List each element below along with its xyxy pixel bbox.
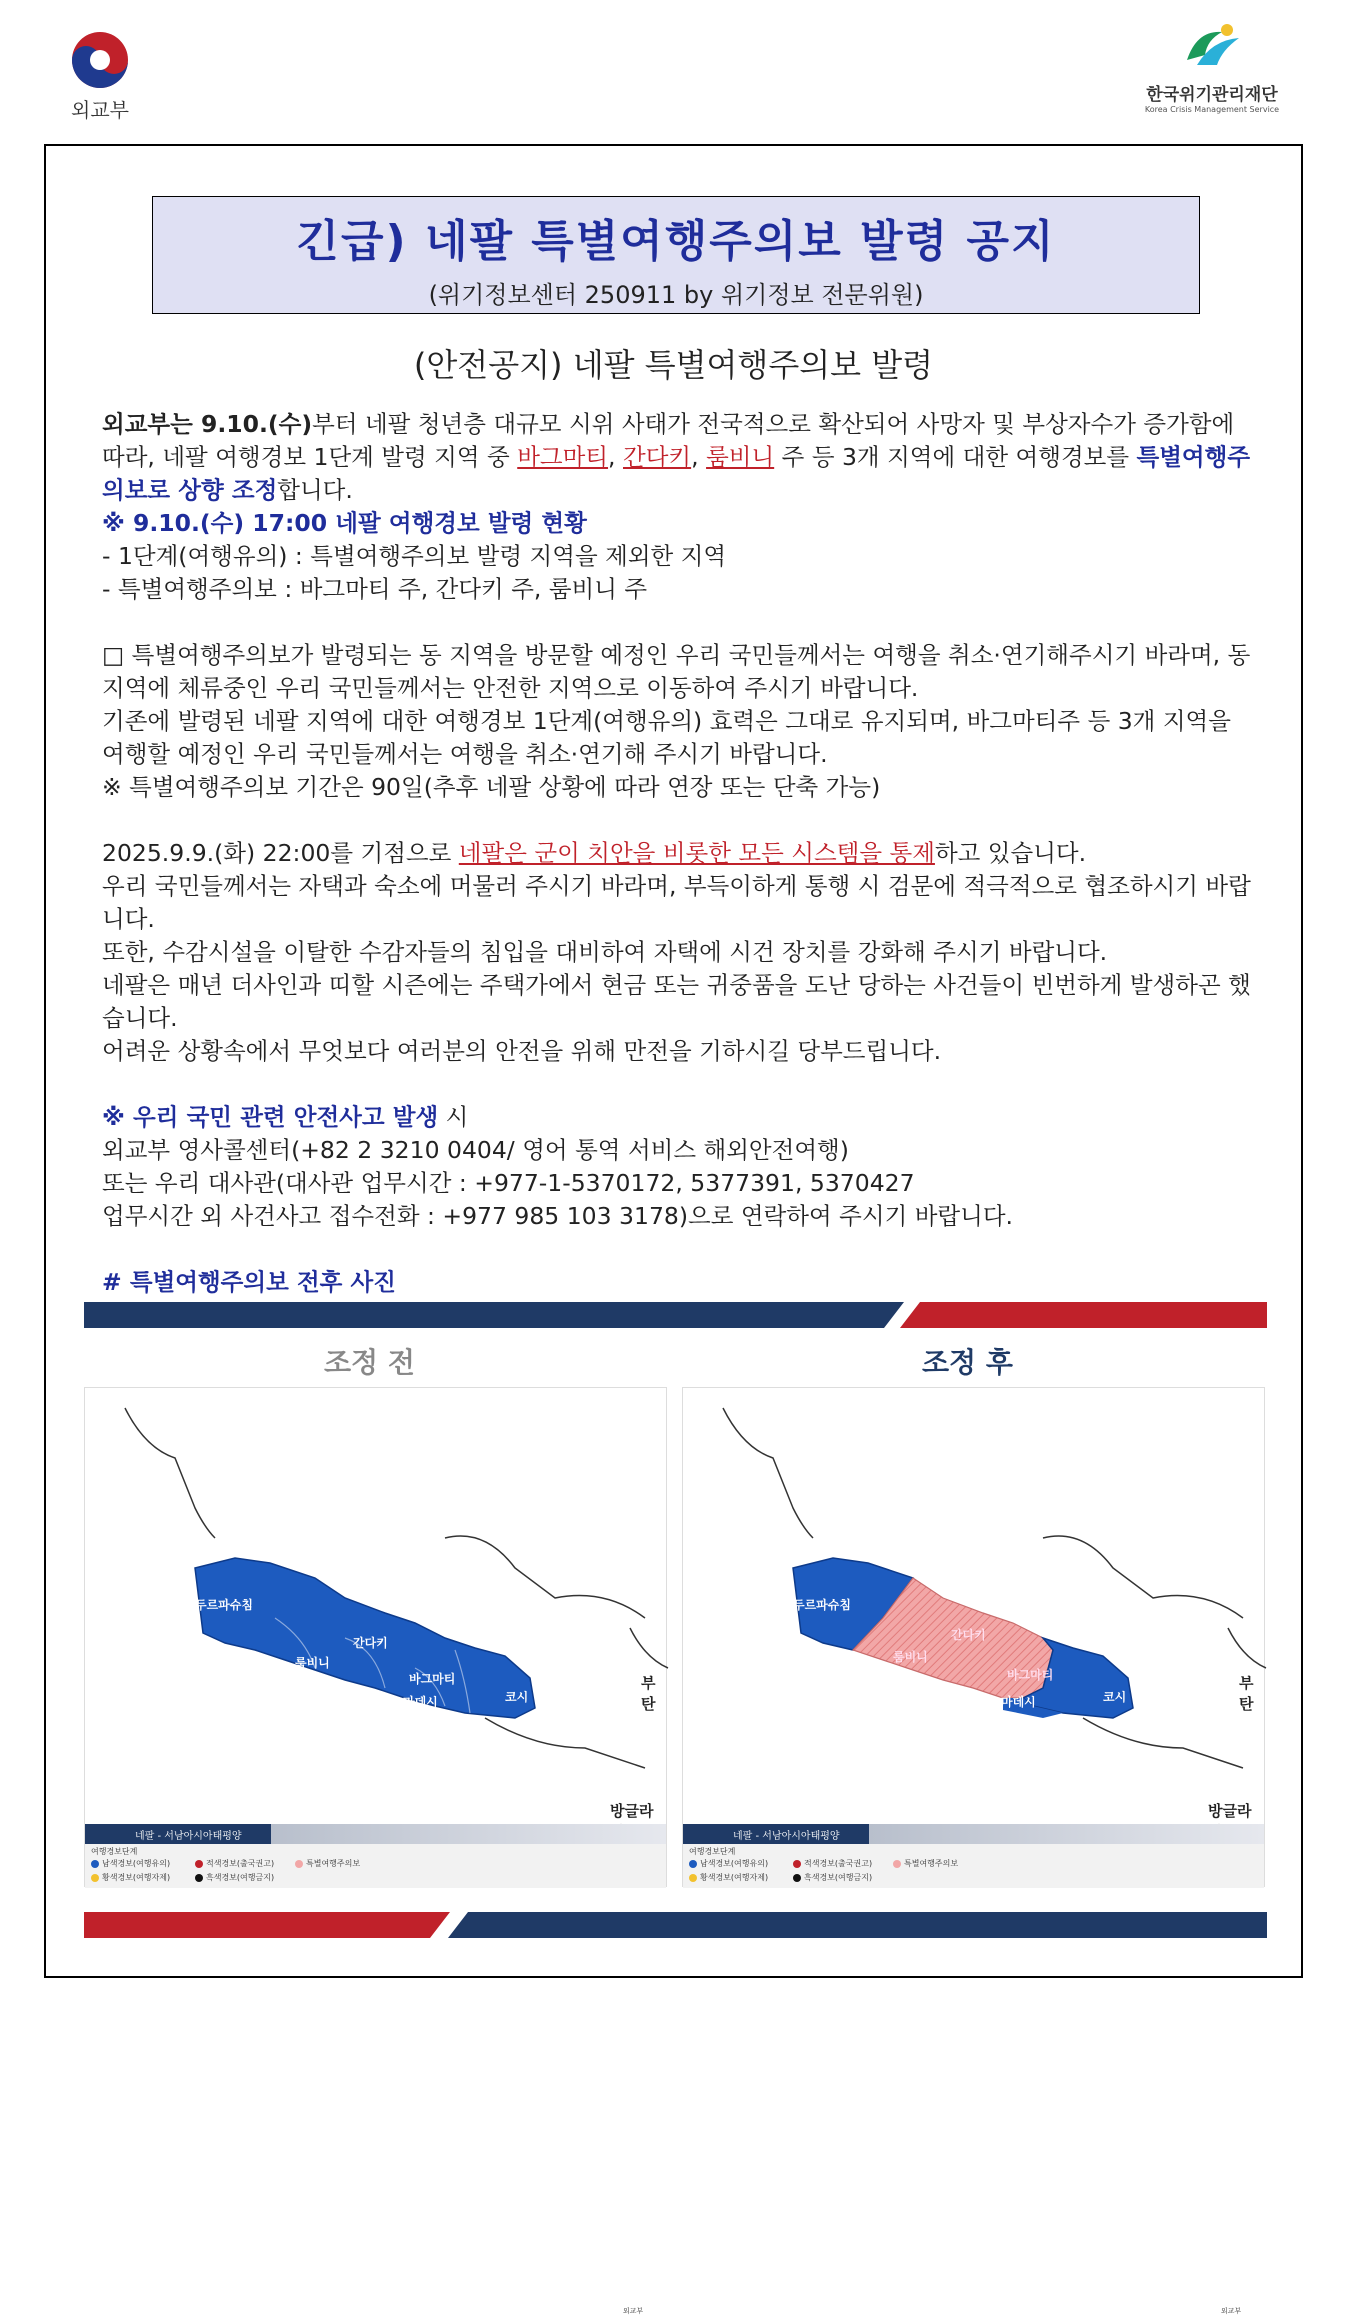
advice-note: ※ 특별여행주의보 기간은 90일(추후 네팔 상황에 따라 연장 또는 단축 가능) <box>102 773 881 801</box>
legend-red-after <box>793 1858 872 1869</box>
label-durpa-after: 두르파슈침 <box>793 1598 851 1612</box>
legend-black-after <box>793 1872 872 1883</box>
label-gandaki: 간다키 <box>353 1636 388 1650</box>
legend-bar-title-after: 네팔 - 서남아시아태평양 <box>733 1831 840 1842</box>
contact-line-1: 외교부 영사콜센터(+82 2 3210 0404/ 영어 통역 서비스 해외안전여행) <box>102 1136 849 1164</box>
mofa-logo <box>60 30 140 123</box>
legend-red-label: 적색경보(출국권고) <box>206 1859 275 1868</box>
intro-sep-1: , <box>608 443 623 471</box>
contact-line-2: 또는 우리 대사관(대사관 업무시간 : +977-1-5370172, 5377391, 5370427 <box>102 1169 915 1197</box>
contact-heading <box>102 1101 1252 1134</box>
label-lumbini-after: 룸비니 <box>893 1650 928 1664</box>
intro-text-1: 부터 네팔 청년층 대규모 시위 사태가 전국적으로 확산되어 사망자 및 부상자수가 증가함에 따라, 네팔 여행경보 1단계 발령 지역 중 <box>102 410 1235 471</box>
situation-line-1 <box>102 837 1252 870</box>
intro-upgrade-text: 특별여행주의보로 상향 조정 <box>102 443 1251 504</box>
label-bangla: 방글라 <box>610 1802 654 1820</box>
legend-mofa-text-after: 외교부 <box>1220 2307 1242 2315</box>
label-bangla-after: 방글라 <box>1208 1802 1252 1820</box>
legend-special-label-after: 특별여행주의보 <box>904 1859 959 1868</box>
label-durpa: 두르파슈침 <box>195 1598 253 1612</box>
kcms-logo-text: 한국위기관리재단 <box>1146 85 1278 105</box>
title-box <box>152 196 1200 314</box>
kcms-logo <box>1127 20 1297 114</box>
page-subtitle: (위기정보센터 250911 by 위기정보 전문위원) <box>428 281 924 309</box>
area-lumbini: 룸비니 <box>706 443 775 471</box>
legend-blue <box>91 1858 170 1869</box>
kcms-emblem-icon <box>1177 20 1247 80</box>
area-gandaki: 간다키 <box>623 443 692 471</box>
advice-paragraph-2: 기존에 발령된 네팔 지역에 대한 여행경보 1단계(여행유의) 효력은 그대로 유지되며, 바그마티주 등 3개 지역을 여행할 예정인 우리 국민들께서는 여행을 취소·연기해 주시기 바랍니다. <box>102 707 1231 768</box>
legend-black-label: 흑색경보(여행금지) <box>206 1873 275 1882</box>
legend-black <box>195 1872 274 1883</box>
status-line-1: - 1단계(여행유의) : 특별여행주의보 발령 지역을 제외한 지역 <box>102 542 727 570</box>
label-lumbini: 룸비니 <box>295 1656 330 1670</box>
label-bagmati: 바그마티 <box>409 1672 456 1686</box>
intro-text-2: 주 등 3개 지역에 대한 여행경보를 <box>774 443 1137 471</box>
legend-special-after <box>893 1858 958 1869</box>
legend-red <box>195 1858 274 1869</box>
after-caption: 조정 후 <box>922 1346 1013 1379</box>
legend-blue-after <box>689 1858 768 1869</box>
situation-line-2: 우리 국민들께서는 자택과 숙소에 머물러 주시기 바라며, 부득이하게 통행 시 검문에 적극적으로 협조하시기 바랍니다. <box>102 872 1251 933</box>
situation-line-5: 어려운 상황속에서 무엇보다 여러분의 안전을 위해 만전을 기하시길 당부드립니다. <box>102 1037 942 1065</box>
bottom-decor-band <box>84 1912 1267 1938</box>
legend-yellow-label-after: 황색경보(여행자제) <box>700 1873 769 1882</box>
legend-yellow <box>91 1872 170 1883</box>
map-legend-bar <box>85 1824 666 1844</box>
before-caption: 조정 전 <box>324 1346 415 1379</box>
map-after <box>682 1387 1265 2315</box>
legend-mofa-text: 외교부 <box>622 2307 644 2315</box>
legend-title: 여행경보단계 <box>91 1847 138 1856</box>
label-gandaki-after: 간다키 <box>951 1628 986 1642</box>
legend-title-after: 여행경보단계 <box>689 1847 736 1856</box>
intro-text-3: 합니다. <box>277 476 353 504</box>
advice-paragraph-1: □ 특별여행주의보가 발령되는 동 지역을 방문할 예정인 우리 국민들께서는 여행을 취소·연기해주시기 바라며, 동 지역에 체류중인 우리 국민들께서는 안전한 지역으로 이동하여 주시기 바랍니다. <box>102 641 1251 702</box>
legend-blue-label: 남색경보(여행유의) <box>102 1859 171 1868</box>
situation-tail: 하고 있습니다. <box>934 839 1087 867</box>
map-legend <box>85 1844 666 2315</box>
label-bagmati-after: 바그마티 <box>1007 1668 1054 1682</box>
situation-lead: 2025.9.9.(화) 22:00를 기점으로 <box>102 839 459 867</box>
mofa-logo-text: 외교부 <box>71 98 129 122</box>
area-bagmati: 바그마티 <box>517 443 609 471</box>
contact-line-3: 업무시간 외 사건사고 접수전화 : +977 985 103 3178)으로 연락하여 주시기 바랍니다. <box>102 1202 1014 1230</box>
legend-red-label-after: 적색경보(출국권고) <box>804 1859 873 1868</box>
legend-bar-title: 네팔 - 서남아시아태평양 <box>135 1831 242 1842</box>
map-legend-bar-after <box>683 1824 1264 1844</box>
intro-bold-lead: 외교부는 9.10.(수) <box>102 410 313 438</box>
legend-yellow-label: 황색경보(여행자제) <box>102 1873 171 1882</box>
label-koshi-after: 코시 <box>1103 1690 1127 1704</box>
photos-heading: # 특별여행주의보 전후 사진 <box>102 1268 396 1296</box>
situation-line-3: 또한, 수감시설을 이탈한 수감자들의 침입을 대비하여 자택에 시건 장치를 강화해 주시기 바랍니다. <box>102 938 1108 966</box>
legend-mofa-logo <box>618 2306 648 2316</box>
label-bhutan-after: 부탄 <box>1239 1674 1254 1713</box>
label-madesh-after: 마데시 <box>1001 1695 1036 1709</box>
label-bhutan: 부탄 <box>641 1674 656 1713</box>
notice-heading: (안전공지) 네팔 특별여행주의보 발령 <box>413 346 934 384</box>
legend-special-label: 특별여행주의보 <box>306 1859 361 1868</box>
intro-paragraph <box>102 408 1252 507</box>
situation-red-text: 네팔은 군이 치안을 비롯한 모든 시스템을 통제 <box>458 839 935 867</box>
label-madesh: 마데시 <box>403 1695 438 1709</box>
page-title: 긴급) 네팔 특별여행주의보 발령 공지 <box>296 216 1056 267</box>
situation-line-4: 네팔은 매년 더사인과 띠할 시즌에는 주택가에서 현금 또는 귀중품을 도난 당하는 사건들이 빈번하게 발생하곤 했습니다. <box>102 971 1251 1032</box>
contact-heading-bold: ※ 우리 국민 관련 안전사고 발생 <box>102 1103 439 1131</box>
contact-heading-tail: 시 <box>438 1103 469 1131</box>
intro-sep-2: , <box>691 443 707 471</box>
top-decor-band <box>84 1302 1267 1328</box>
taegeuk-icon <box>70 30 130 90</box>
kcms-logo-subtext: Korea Crisis Management Service <box>1144 105 1280 114</box>
notice-body <box>102 408 1252 1299</box>
label-koshi: 코시 <box>505 1690 529 1704</box>
map-legend-after <box>683 1844 1264 2315</box>
legend-blue-label-after: 남색경보(여행유의) <box>700 1859 769 1868</box>
legend-yellow-after <box>689 1872 768 1883</box>
document-frame <box>44 144 1303 2315</box>
legend-black-label-after: 흑색경보(여행금지) <box>804 1873 873 1882</box>
legend-mofa-logo-after <box>1216 2306 1246 2316</box>
legend-special <box>295 1858 360 1869</box>
status-heading: ※ 9.10.(수) 17:00 네팔 여행경보 발령 현황 <box>102 509 587 537</box>
status-line-2: - 특별여행주의보 : 바그마티 주, 간다키 주, 룸비니 주 <box>102 575 648 603</box>
map-before <box>84 1387 667 2315</box>
